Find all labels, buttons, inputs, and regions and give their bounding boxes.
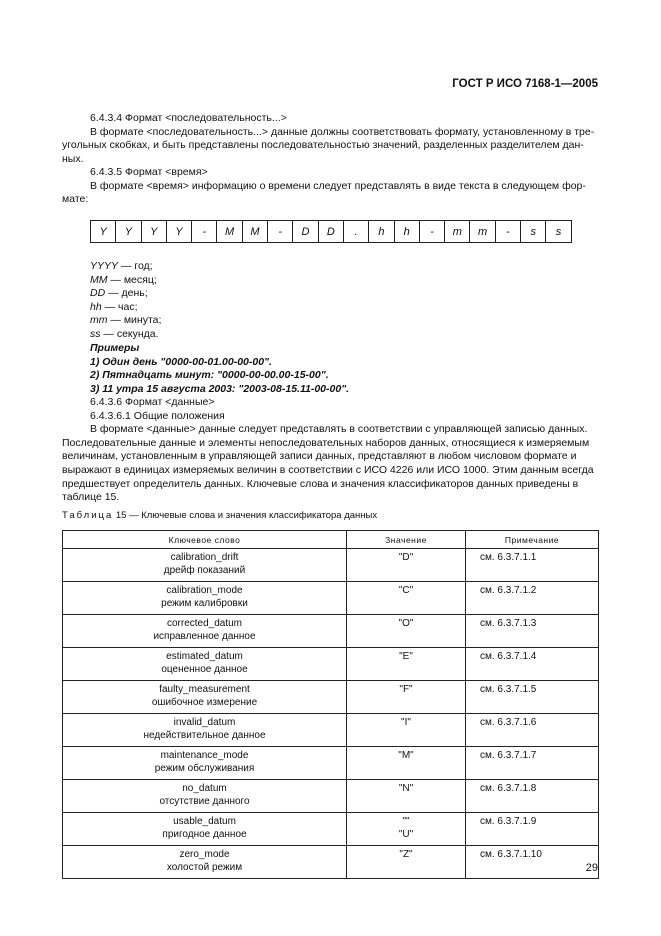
text-line: таблице 15. [62,491,120,504]
keyword-cell-text: холостой режим [166,862,243,873]
table-row [63,813,599,846]
definition-item [90,274,161,288]
note-cell-text: см. 6.3.7.1.8 [480,783,537,794]
value-cell-text: "U" [398,829,414,840]
value-cell-text: "N" [398,783,414,794]
section-heading: 6.4.3.6 Формат <данные> [90,396,215,408]
format-cell: m [445,221,470,243]
value-cell-text: "F" [399,684,413,695]
definition-desc: — час; [101,300,138,313]
keyword-cell [63,747,347,780]
definition-desc: — минута; [107,314,162,326]
table-row [63,582,599,615]
definition-term: mm [90,314,108,326]
keyword-cell-text: zero_mode [179,849,230,860]
keyword-cell-text: режим калибровки [161,598,248,609]
definition-desc: — год; [118,260,153,272]
format-cell: Y [91,221,116,243]
keyword-cell-text: estimated_datum [166,651,243,662]
value-cell [347,714,466,747]
keyword-cell-text: оцененное данное [161,664,248,675]
text-line: В формате <время> информацию о времени следует представлять в виде текста в следующем фор- [90,179,586,192]
page-number: 29 [585,862,598,874]
note-cell [466,582,599,615]
format-cell: . [343,221,368,243]
keyword-cell-text: calibration_mode [166,585,243,596]
keyword-cell-text: no_datum [182,783,227,794]
definition-term: DD [90,287,106,299]
keyword-cell [63,813,347,846]
value-cell [347,813,466,846]
format-cell: M [242,221,267,243]
keyword-cell-text: режим обслуживания [154,763,255,774]
value-cell [347,648,466,681]
value-cell [347,780,466,813]
keyword-cell-text: calibration_drift [170,552,239,563]
value-cell-text: "" [402,816,410,827]
format-cell: s [546,221,571,243]
value-cell-text: "D" [398,552,414,563]
column-header-value: Значение [347,531,466,549]
note-cell [466,813,599,846]
definition-desc: — день; [105,287,148,299]
format-cell: h [369,221,394,243]
value-cell [347,681,466,714]
column-header-note: Примечание [466,531,599,549]
format-cell: Y [166,221,191,243]
keyword-cell [63,615,347,648]
text-line: величинам, установленным в управляющей записи данных, представляют в любом числовом формате и [62,450,577,463]
definition-term: MM [90,273,108,286]
format-cell: Y [141,221,166,243]
value-cell-text: "Z" [399,849,413,860]
text-line: В формате <последовательность...> данные должны соответствовать формату, установленному в тре- [90,125,595,138]
definition-item [90,287,161,301]
definition-term: ss [90,327,101,340]
keyword-cell [63,714,347,747]
format-cell: D [293,221,318,243]
value-cell [347,582,466,615]
format-cell: m [470,221,495,243]
note-cell-text: см. 6.3.7.1.2 [480,585,537,596]
keyword-cell [63,780,347,813]
definition-item [90,260,161,274]
definition-item [90,301,161,315]
keyword-cell-text: faulty_measurement [159,684,250,695]
note-cell-text: см. 6.3.7.1.6 [480,717,537,728]
note-cell-text: см. 6.3.7.1.9 [480,816,537,827]
definition-desc: — секунда. [100,327,159,340]
text-line: предшествует определитель данных. Ключевые слова и значения классификаторов данных приведены в [62,477,579,490]
keyword-cell [63,846,347,879]
format-cell: - [192,221,217,243]
table-caption-label: Таблица [62,510,114,521]
value-cell [347,549,466,582]
keyword-cell-text: ошибочное измерение [151,697,258,708]
format-cell: s [521,221,546,243]
definition-desc: — месяц; [107,273,157,286]
note-cell [466,714,599,747]
keyword-cell [63,648,347,681]
example-item: 1) Один день "0000-00-01.00-00-00". [90,355,272,368]
note-cell [466,747,599,780]
note-cell [466,549,599,582]
table-row [63,780,599,813]
keyword-cell-text: недействительное данное [143,730,266,741]
note-cell-text: см. 6.3.7.1.3 [480,618,537,629]
section-heading: 6.4.3.4 Формат <последовательность...> [90,112,287,124]
note-cell [466,780,599,813]
note-cell [466,846,599,879]
format-cell: - [268,221,293,243]
text-line: В формате <данные> данные следует представлять в соответствии с управляющей записью данных. [90,423,588,436]
text-line: угольных скобках, и быть представлены последовательностью значений, разделенных разделителем дан- [62,139,584,152]
keyword-cell [63,681,347,714]
format-cell: M [217,221,242,243]
note-cell [466,648,599,681]
value-cell-text: "O" [398,618,414,629]
table-caption [62,510,377,521]
examples [90,342,349,396]
text-line: ных. [62,152,84,165]
text-line: Последовательные данные и элементы непоследовательных наборов данных, относящиеся к измеряемым [62,436,590,449]
definition-term: hh [90,300,102,313]
note-cell-text: см. 6.3.7.1.4 [480,651,537,662]
value-cell-text: "M" [398,750,414,761]
value-cell-text: "I" [401,717,411,728]
keyword-cell-text: invalid_datum [173,717,236,728]
note-cell-text: см. 6.3.7.1.10 [480,849,542,860]
keyword-cell-text: usable_datum [173,816,236,827]
table-row [63,747,599,780]
section-6-4-3-4 [62,112,599,166]
definition-item [90,314,161,328]
definition-item [90,328,161,342]
keyword-cell-text: отсутствие данного [159,796,250,807]
value-cell [347,846,466,879]
keyword-cell-text: исправленное данное [153,631,256,642]
keyword-cell-text: maintenance_mode [160,750,249,761]
table-row [63,615,599,648]
keyword-cell-text: corrected_datum [166,618,243,629]
table-row [63,846,599,879]
format-cell: D [318,221,343,243]
note-cell-text: см. 6.3.7.1.1 [480,552,537,563]
table-caption-text: 15 — Ключевые слова и значения классификатора данных [113,510,378,521]
text-line: мате: [62,193,89,206]
format-cell: - [419,221,444,243]
format-cell: - [495,221,520,243]
format-cell: h [394,221,419,243]
definitions-list [90,260,161,341]
time-format-table [90,220,572,243]
note-cell-text: см. 6.3.7.1.7 [480,750,537,761]
section-6-4-3-5 [62,166,599,207]
keywords-table [62,530,599,879]
example-item: 2) Пятнадцать минут: "0000-00-00.00-15-00". [90,369,329,381]
example-item: 3) 11 утра 15 августа 2003: "2003-08-15.11-00-00". [90,382,350,395]
document-header: ГОСТ Р ИСО 7168-1—2005 [452,78,598,90]
section-heading: 6.4.3.6.1 Общие положения [90,409,225,422]
note-cell-text: см. 6.3.7.1.5 [480,684,537,695]
keyword-cell [63,582,347,615]
column-header-keyword: Ключевое слово [63,531,347,549]
value-cell [347,615,466,648]
keyword-cell [63,549,347,582]
section-6-4-3-6 [62,396,599,505]
table-row [63,648,599,681]
keyword-cell-text: пригодное данное [162,829,247,840]
note-cell [466,681,599,714]
definition-term: YYYY [90,260,119,272]
format-cell: Y [116,221,141,243]
note-cell [466,615,599,648]
table-row [63,714,599,747]
value-cell-text: "C" [398,585,414,596]
text-line: выражают в единицах измеряемых величин в соответствии с ИСО 4226 или ИСО 1000. Этим данным всегда [62,463,594,476]
table-row [63,681,599,714]
keyword-cell-text: дрейф показаний [163,565,246,576]
table-row [63,549,599,582]
value-cell-text: "E" [399,651,413,662]
examples-title: Примеры [90,342,140,354]
section-heading: 6.4.3.5 Формат <время> [90,166,208,178]
value-cell [347,747,466,780]
